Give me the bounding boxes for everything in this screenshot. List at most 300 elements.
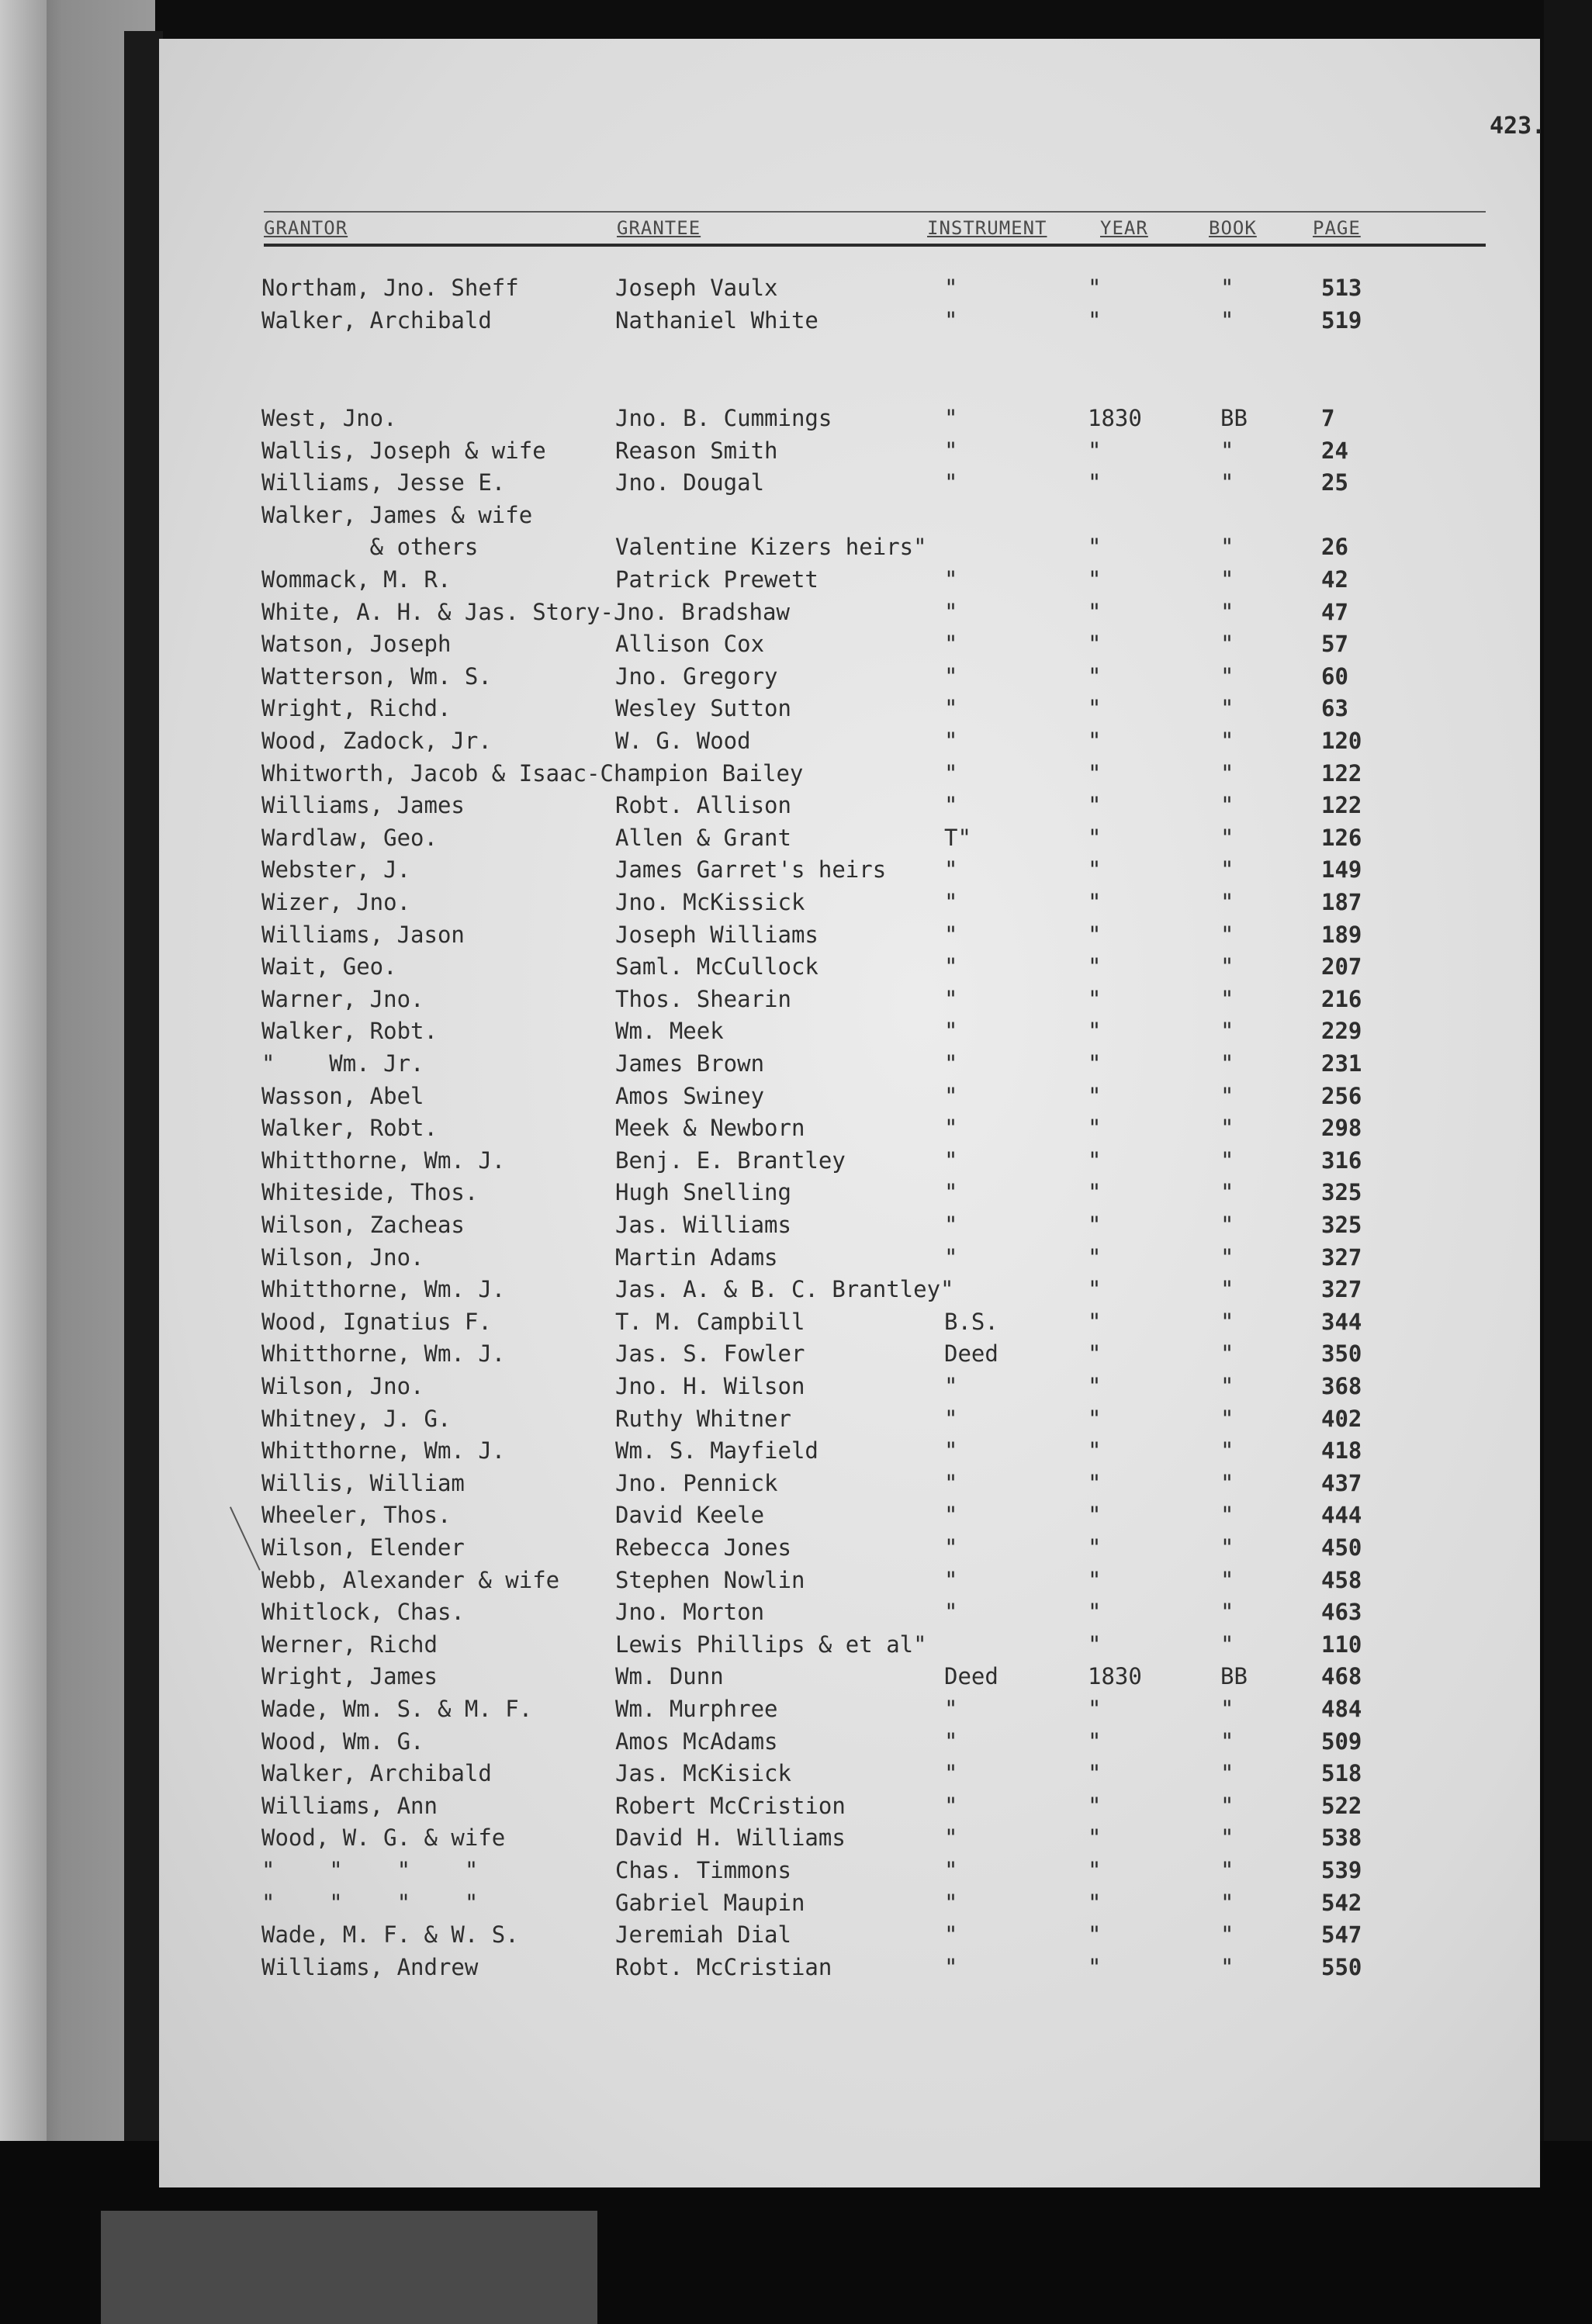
cell-grantee: Reason Smith (615, 437, 778, 464)
table-row (159, 468, 1540, 499)
cell-page: 63 (1321, 695, 1348, 722)
cell-page: 368 (1321, 1373, 1362, 1399)
cell-grantee: Jno. McKissick (615, 889, 805, 915)
header-page: PAGE (1313, 217, 1361, 239)
table-row (159, 1146, 1540, 1177)
cell-book: " (1220, 856, 1234, 884)
cell-grantor: Williams, Ann (261, 1792, 438, 1819)
cell-page: 468 (1321, 1663, 1362, 1690)
cell-book: " (1220, 1792, 1234, 1819)
cell-year: " (1088, 1889, 1102, 1916)
cell-grantor: Williams, Andrew (261, 1953, 479, 1980)
cell-grantor: Wommack, M. R. (261, 566, 452, 593)
cell-year: " (1088, 1631, 1102, 1658)
cell-book: " (1220, 1889, 1234, 1916)
table-row (159, 920, 1540, 951)
cell-page: 509 (1321, 1727, 1362, 1755)
cell-book: " (1220, 985, 1234, 1012)
cell-grantor: Williams, James (261, 792, 465, 819)
cell-year: " (1088, 1082, 1102, 1109)
table-row (159, 1630, 1540, 1661)
cell-page: 42 (1321, 566, 1348, 593)
cell-book: " (1220, 437, 1234, 464)
cell-instrument: " (944, 1115, 958, 1142)
table-row (159, 1694, 1540, 1725)
cell-grantee: Gabriel Maupin (615, 1889, 805, 1916)
cell-grantee: Robt. Allison (615, 792, 791, 819)
table-row (159, 1727, 1540, 1758)
table-row (159, 597, 1540, 628)
cell-year: 1830 (1088, 405, 1142, 431)
cell-book: " (1220, 566, 1234, 593)
cell-grantor: Wilson, Elender (261, 1534, 465, 1561)
cell-page: 122 (1321, 759, 1362, 787)
table-row (159, 1500, 1540, 1531)
cell-year: " (1088, 1212, 1102, 1238)
cell-grantor: Walker, James & wife (261, 501, 533, 528)
cell-grantor: Whitthorne, Wm. J. (261, 1437, 506, 1465)
cell-book: " (1220, 1857, 1234, 1883)
cell-page: 450 (1321, 1534, 1362, 1561)
cell-instrument: " (944, 1212, 958, 1238)
cell-book: " (1220, 598, 1234, 625)
cell-page: 187 (1321, 889, 1362, 915)
cell-grantor: Williams, Jason (261, 921, 465, 948)
header-instrument: INSTRUMENT (927, 217, 1047, 239)
cell-instrument: " (944, 953, 958, 980)
cell-book: " (1220, 695, 1234, 722)
cell-book: " (1220, 631, 1234, 658)
table-row (159, 1081, 1540, 1112)
cell-page: 60 (1321, 662, 1348, 690)
cell-grantee: Jeremiah Dial (615, 1921, 791, 1949)
cell-year: " (1088, 1243, 1102, 1271)
cell-page: 216 (1321, 985, 1362, 1012)
table-row (159, 1307, 1540, 1338)
cell-year: " (1088, 437, 1102, 464)
cell-grantor: Werner, Richd (261, 1631, 438, 1658)
cell-instrument: " (944, 1727, 958, 1755)
table-row (159, 1533, 1540, 1564)
cell-page: 25 (1321, 469, 1348, 496)
cell-page: 316 (1321, 1146, 1362, 1174)
cell-grantee: Jno. H. Wilson (615, 1373, 805, 1399)
cell-instrument: " (944, 889, 958, 915)
cell-book: " (1220, 1308, 1234, 1335)
cell-page: 542 (1321, 1889, 1362, 1916)
cell-page: 325 (1321, 1179, 1362, 1206)
cell-page: 518 (1321, 1760, 1362, 1787)
cell-page: 57 (1321, 631, 1348, 658)
cell-book: " (1220, 1696, 1234, 1722)
cell-page: 26 (1321, 534, 1348, 561)
cell-page: 327 (1321, 1276, 1362, 1303)
header-book: BOOK (1209, 217, 1257, 239)
cell-grantor: Wheeler, Thos. (261, 1502, 452, 1529)
cell-grantor: Wasson, Abel (261, 1082, 424, 1109)
cell-book: " (1220, 1921, 1234, 1949)
cell-book: " (1220, 728, 1234, 754)
cell-grantee: James Brown (615, 1050, 765, 1077)
cell-book: " (1220, 1146, 1234, 1174)
cell-book: " (1220, 1437, 1234, 1465)
cell-grantor: Whitthorne, Wm. J. (261, 1146, 506, 1174)
cell-grantor: Wright, Richd. (261, 695, 452, 722)
cell-page: 229 (1321, 1018, 1362, 1045)
cell-instrument: " (944, 1760, 958, 1787)
cell-year: " (1088, 759, 1102, 787)
cell-grantee: Robt. McCristian (615, 1953, 832, 1980)
cell-instrument: " (944, 1824, 958, 1852)
cell-instrument: " (944, 1792, 958, 1819)
cell-year: " (1088, 1276, 1102, 1303)
header-year: YEAR (1100, 217, 1148, 239)
cell-grantee: Allison Cox (615, 631, 765, 658)
table-row (159, 1855, 1540, 1887)
cell-page: 149 (1321, 856, 1362, 884)
cell-year: " (1088, 728, 1102, 754)
bottom-gray-area (101, 2211, 597, 2324)
cell-grantor: Walker, Robt. (261, 1115, 438, 1142)
cell-page: 538 (1321, 1824, 1362, 1852)
table-row (159, 1791, 1540, 1822)
table-row (159, 984, 1540, 1015)
cell-page: 519 (1321, 307, 1362, 334)
table-row (159, 436, 1540, 467)
cell-instrument: " (944, 1534, 958, 1561)
cell-year: " (1088, 1146, 1102, 1174)
table-row (159, 629, 1540, 660)
table-row (159, 1371, 1540, 1402)
cell-grantee: Valentine Kizers heirs" (615, 534, 927, 561)
cell-grantor: Wait, Geo. (261, 953, 397, 980)
cell-instrument: " (944, 1696, 958, 1722)
cell-book: " (1220, 792, 1234, 819)
cell-year: " (1088, 792, 1102, 819)
cell-page: 522 (1321, 1792, 1362, 1819)
cell-year: " (1088, 856, 1102, 884)
cell-instrument: T" (944, 824, 971, 851)
cell-book: BB (1220, 1663, 1248, 1690)
cell-grantee: Jno. Pennick (615, 1469, 778, 1496)
table-row (159, 1404, 1540, 1435)
cell-grantor: Wade, M. F. & W. S. (261, 1921, 519, 1949)
cell-grantee: Jno. Dougal (615, 469, 765, 496)
cell-page: 344 (1321, 1308, 1362, 1335)
table-row (159, 1210, 1540, 1241)
cell-grantor: Wizer, Jno. (261, 889, 411, 915)
cell-grantor: Wallis, Joseph & wife (261, 437, 546, 464)
cell-book: " (1220, 1179, 1234, 1206)
cell-year: " (1088, 695, 1102, 722)
header-grantee: GRANTEE (617, 217, 701, 239)
cell-grantee: Allen & Grant (615, 824, 791, 851)
cell-grantor: Watterson, Wm. S. (261, 662, 492, 690)
cell-grantee: Jas. S. Fowler (615, 1340, 805, 1368)
table-row (159, 1597, 1540, 1628)
cell-instrument: " (944, 695, 958, 722)
cell-grantor: Whitthorne, Wm. J. (261, 1340, 506, 1368)
cell-page: 126 (1321, 824, 1362, 851)
table-row (159, 532, 1540, 563)
cell-grantee: Amos Swiney (615, 1082, 765, 1109)
cell-grantee: Wm. Murphree (615, 1696, 778, 1722)
table-row (159, 759, 1540, 790)
cell-instrument: " (944, 1146, 958, 1174)
cell-instrument: " (944, 1599, 958, 1626)
cell-grantee: Patrick Prewett (615, 566, 818, 593)
cell-grantor: Whitthorne, Wm. J. (261, 1276, 506, 1303)
table-row (159, 1339, 1540, 1370)
cell-grantee: Jno. Morton (615, 1599, 765, 1626)
cell-instrument: " (944, 1566, 958, 1593)
cell-book: " (1220, 889, 1234, 915)
table-row (159, 500, 1540, 531)
cell-grantee: Amos McAdams (615, 1727, 778, 1755)
table-row (159, 1178, 1540, 1209)
cell-page: 47 (1321, 598, 1348, 625)
cell-book: " (1220, 1566, 1234, 1593)
cell-grantee: Ruthy Whitner (615, 1405, 791, 1432)
cell-page: 298 (1321, 1115, 1362, 1142)
cell-grantee: Thos. Shearin (615, 985, 791, 1012)
table-row (159, 887, 1540, 918)
cell-grantor: Wright, James (261, 1663, 438, 1690)
cell-grantor: Webster, J. (261, 856, 411, 884)
cell-grantor: Whiteside, Thos. (261, 1179, 479, 1206)
cell-book: " (1220, 1405, 1234, 1432)
table-row (159, 662, 1540, 693)
cell-instrument: Deed (944, 1340, 998, 1368)
cell-book: " (1220, 1018, 1234, 1045)
cell-grantor: Wood, W. G. & wife (261, 1824, 506, 1852)
cell-book: " (1220, 1373, 1234, 1399)
cell-book: " (1220, 1824, 1234, 1852)
table-row (159, 1016, 1540, 1047)
cell-grantor: Webb, Alexander & wife (261, 1566, 560, 1593)
cell-instrument: " (944, 1953, 958, 1980)
cell-page: 437 (1321, 1469, 1362, 1496)
cell-page: 550 (1321, 1953, 1362, 1980)
cell-page: 327 (1321, 1243, 1362, 1271)
cell-year: " (1088, 662, 1102, 690)
cell-year: " (1088, 1696, 1102, 1722)
cell-grantee: Saml. McCullock (615, 953, 818, 980)
cell-grantor: Wardlaw, Geo. (261, 824, 438, 851)
cell-grantee: Rebecca Jones (615, 1534, 791, 1561)
table-row (159, 1049, 1540, 1080)
right-background (1544, 0, 1592, 2324)
cell-page: 513 (1321, 275, 1362, 301)
cell-grantor: Whitlock, Chas. (261, 1599, 465, 1626)
cell-year: " (1088, 1469, 1102, 1496)
cell-grantee: David H. Williams (615, 1824, 846, 1852)
cell-year: " (1088, 1792, 1102, 1819)
cell-year: " (1088, 1405, 1102, 1432)
cell-book: " (1220, 953, 1234, 980)
table-row (159, 1888, 1540, 1919)
cell-grantor: & others (261, 534, 479, 561)
cell-year: " (1088, 1824, 1102, 1852)
cell-grantee: Stephen Nowlin (615, 1566, 805, 1593)
cell-grantor: Walker, Robt. (261, 1018, 438, 1045)
cell-instrument: " (944, 728, 958, 754)
cell-book: " (1220, 1243, 1234, 1271)
cell-instrument: " (944, 437, 958, 464)
cell-instrument: " (944, 307, 958, 334)
cell-year: " (1088, 275, 1102, 301)
cell-page: 444 (1321, 1502, 1362, 1529)
cell-book: " (1220, 534, 1234, 561)
cell-year: " (1088, 1340, 1102, 1368)
cell-instrument: " (944, 1857, 958, 1883)
cell-year: 1830 (1088, 1663, 1142, 1690)
cell-instrument: " (944, 1502, 958, 1529)
cell-grantor: Williams, Jesse E. (261, 469, 506, 496)
cell-year: " (1088, 1534, 1102, 1561)
cell-page: 484 (1321, 1696, 1362, 1722)
cell-grantor: Wood, Wm. G. (261, 1727, 424, 1755)
table-row (159, 306, 1540, 337)
cell-grantee: Joseph Williams (615, 921, 818, 948)
cell-year: " (1088, 1308, 1102, 1335)
cell-book: " (1220, 307, 1234, 334)
cell-page: 418 (1321, 1437, 1362, 1465)
cell-grantor: Whitney, J. G. (261, 1405, 452, 1432)
cell-year: " (1088, 534, 1102, 561)
cell-year: " (1088, 1760, 1102, 1787)
cell-year: " (1088, 1727, 1102, 1755)
cell-grantee: Jno. B. Cummings (615, 405, 832, 431)
cell-year: " (1088, 1437, 1102, 1465)
cell-instrument: Deed (944, 1663, 998, 1690)
cell-grantor: West, Jno. (261, 405, 397, 431)
cell-book: " (1220, 1340, 1234, 1368)
cell-page: 207 (1321, 953, 1362, 980)
cell-page: 120 (1321, 728, 1362, 754)
cell-grantee: Jas. McKisick (615, 1760, 791, 1787)
cell-book: " (1220, 1050, 1234, 1077)
table-row (159, 1759, 1540, 1790)
cell-instrument: " (944, 921, 958, 948)
cell-grantor: Walker, Archibald (261, 1760, 492, 1787)
cell-grantee: Wm. Dunn (615, 1663, 724, 1690)
cell-year: " (1088, 985, 1102, 1012)
cell-year: " (1088, 631, 1102, 658)
cell-grantor: Willis, William (261, 1469, 465, 1496)
cell-grantor: Whitworth, Jacob & Isaac-Champion Bailey (261, 759, 804, 787)
cell-instrument: B.S. (944, 1308, 998, 1335)
cell-grantee: Nathaniel White (615, 307, 818, 334)
cell-book: " (1220, 1502, 1234, 1529)
cell-instrument: " (944, 1050, 958, 1077)
cell-grantee: Joseph Vaulx (615, 275, 778, 301)
table-row (159, 1468, 1540, 1499)
cell-instrument: " (944, 598, 958, 625)
table-row (159, 693, 1540, 725)
table-row (159, 952, 1540, 983)
table-row (159, 273, 1540, 304)
table-row (159, 1565, 1540, 1596)
cell-instrument: " (944, 275, 958, 301)
cell-year: " (1088, 953, 1102, 980)
cell-book: BB (1220, 405, 1248, 431)
cell-book: " (1220, 759, 1234, 787)
cell-grantee: Wesley Sutton (615, 695, 791, 722)
cell-year: " (1088, 1115, 1102, 1142)
cell-year: " (1088, 598, 1102, 625)
cell-grantee: James Garret's heirs (615, 856, 887, 884)
cell-instrument: " (944, 1082, 958, 1109)
cell-book: " (1220, 1534, 1234, 1561)
cell-grantee: Robert McCristion (615, 1792, 846, 1819)
cell-year: " (1088, 566, 1102, 593)
cell-grantor: Wilson, Jno. (261, 1373, 424, 1399)
cell-page: 539 (1321, 1857, 1362, 1883)
cell-instrument: " (944, 759, 958, 787)
cell-book: " (1220, 1953, 1234, 1980)
table-row (159, 565, 1540, 596)
cell-book: " (1220, 1469, 1234, 1496)
cell-grantor: Watson, Joseph (261, 631, 452, 658)
cell-grantor: Wilson, Jno. (261, 1243, 424, 1271)
cell-page: 547 (1321, 1921, 1362, 1949)
cell-page: 24 (1321, 437, 1348, 464)
table-row (159, 790, 1540, 821)
cell-instrument: " (944, 1373, 958, 1399)
cell-grantor: Wade, Wm. S. & M. F. (261, 1696, 533, 1722)
table-row (159, 1952, 1540, 1983)
cell-book: " (1220, 275, 1234, 301)
cell-grantor: Wood, Zadock, Jr. (261, 728, 492, 754)
cell-year: " (1088, 824, 1102, 851)
cell-grantee: Chas. Timmons (615, 1857, 791, 1883)
cell-year: " (1088, 1857, 1102, 1883)
cell-year: " (1088, 1179, 1102, 1206)
table-row (159, 1274, 1540, 1306)
cell-book: " (1220, 1727, 1234, 1755)
cell-year: " (1088, 469, 1102, 496)
cell-page: 122 (1321, 792, 1362, 819)
book-gutter (124, 31, 163, 2141)
cell-grantor: White, A. H. & Jas. Story-Jno. Bradshaw (261, 598, 790, 625)
ledger-rows (159, 39, 1540, 2187)
cell-year: " (1088, 1018, 1102, 1045)
table-row (159, 1662, 1540, 1693)
cell-book: " (1220, 824, 1234, 851)
cell-grantor: " Wm. Jr. (261, 1050, 424, 1077)
table-row (159, 726, 1540, 757)
table-row (159, 1920, 1540, 1951)
cell-grantee: Jno. Gregory (615, 662, 778, 690)
cell-page: 231 (1321, 1050, 1362, 1077)
cell-instrument: " (944, 631, 958, 658)
cell-grantee: W. G. Wood (615, 728, 751, 754)
cell-grantee: Wm. Meek (615, 1018, 724, 1045)
cell-instrument: " (944, 469, 958, 496)
cell-instrument: " (944, 1243, 958, 1271)
cell-book: " (1220, 921, 1234, 948)
cell-book: " (1220, 662, 1234, 690)
cell-grantor: Warner, Jno. (261, 985, 424, 1012)
cell-grantee: T. M. Campbill (615, 1308, 805, 1335)
cell-year: " (1088, 307, 1102, 334)
table-row (159, 1436, 1540, 1467)
table-row (159, 1823, 1540, 1854)
cell-book: " (1220, 1599, 1234, 1626)
cell-page: 7 (1321, 405, 1335, 431)
cell-year: " (1088, 1921, 1102, 1949)
